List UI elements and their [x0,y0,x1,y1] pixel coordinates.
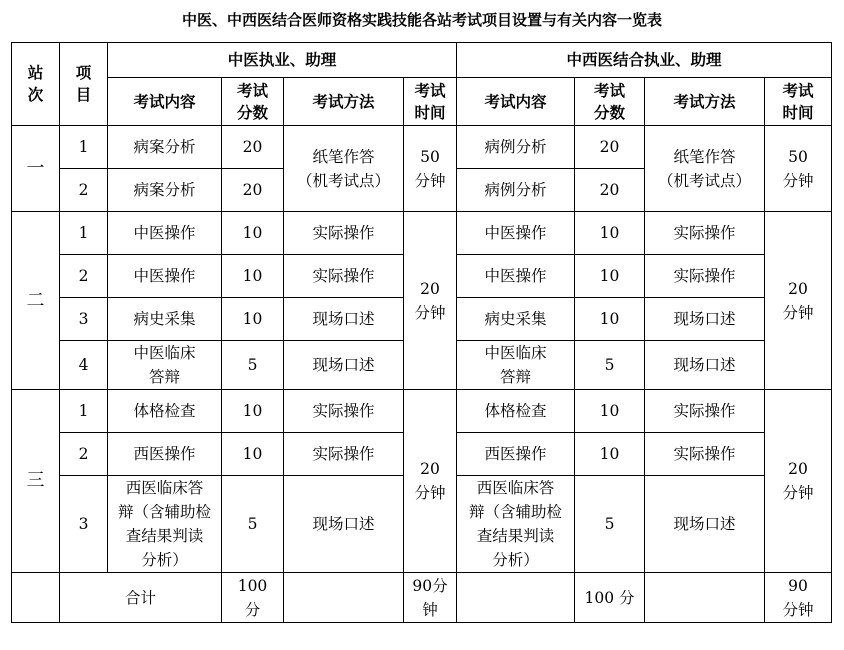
time-cell: 50 分钟 [404,126,457,212]
content-cell: 病例分析 [457,169,575,212]
content-cell: 中医操作 [457,212,575,255]
content-cell: 西医临床答 辩（含辅助检 查结果判读 分析） [457,476,575,573]
score-cell: 10 [575,212,645,255]
content-cell: 中医操作 [457,255,575,298]
exam-table [11,42,832,623]
method-cell: 现场口述 [645,298,765,341]
item-no: 2 [60,169,108,212]
page-title: 中医、中西医结合医师资格实践技能各站考试项目设置与有关内容一览表 [181,11,662,29]
header-item: 项 目 [60,43,108,126]
content-cell: 病史采集 [457,298,575,341]
station-label: 三 [12,390,60,573]
score-cell: 5 [222,476,284,573]
total-method-empty-1 [284,573,404,623]
method-cell: 现场口述 [645,341,765,390]
content-cell: 体格检查 [457,390,575,433]
item-no: 2 [60,255,108,298]
time-cell: 50 分钟 [765,126,832,212]
method-cell: 纸笔作答 （机考试点） [645,126,765,212]
total-method-empty-2 [645,573,765,623]
method-cell: 现场口述 [645,476,765,573]
method-cell: 纸笔作答 （机考试点） [284,126,404,212]
method-cell: 现场口述 [284,298,404,341]
method-cell: 实际操作 [284,255,404,298]
total-time-2: 90 分钟 [765,573,832,623]
content-cell: 中医操作 [108,212,222,255]
score-cell: 20 [575,169,645,212]
content-cell: 西医操作 [457,433,575,476]
header-time-2: 考试 时间 [765,78,832,126]
content-cell: 中医操作 [108,255,222,298]
item-no: 1 [60,212,108,255]
item-no: 3 [60,476,108,573]
content-cell: 病例分析 [457,126,575,169]
time-cell: 20 分钟 [765,390,832,573]
method-cell: 实际操作 [645,255,765,298]
score-cell: 5 [222,341,284,390]
header-content-2: 考试内容 [457,78,575,126]
table-row [12,390,832,433]
score-cell: 5 [575,476,645,573]
content-cell: 病案分析 [108,169,222,212]
item-no: 3 [60,298,108,341]
time-cell: 20 分钟 [404,390,457,573]
total-content-empty-2 [457,573,575,623]
header-method-2: 考试方法 [645,78,765,126]
item-no: 4 [60,341,108,390]
score-cell: 10 [222,298,284,341]
time-cell: 20 分钟 [404,212,457,390]
content-cell: 中医临床 答辩 [108,341,222,390]
content-cell: 西医操作 [108,433,222,476]
total-label: 合计 [60,573,222,623]
total-score-1: 100 分 [222,573,284,623]
score-cell: 5 [575,341,645,390]
table-row [12,126,832,169]
content-cell: 病史采集 [108,298,222,341]
item-no: 1 [60,390,108,433]
method-cell: 实际操作 [645,212,765,255]
total-score-2: 100 分 [575,573,645,623]
content-cell: 西医临床答 辩（含辅助检 查结果判读 分析） [108,476,222,573]
method-cell: 实际操作 [645,390,765,433]
content-cell: 病案分析 [108,126,222,169]
score-cell: 10 [575,390,645,433]
header-content-1: 考试内容 [108,78,222,126]
total-row [12,573,832,623]
station-label: 二 [12,212,60,390]
score-cell: 10 [575,255,645,298]
score-cell: 10 [575,298,645,341]
total-station-empty [12,573,60,623]
table-row [12,212,832,255]
score-cell: 10 [222,433,284,476]
score-cell: 20 [575,126,645,169]
header-score-1: 考试 分数 [222,78,284,126]
item-no: 1 [60,126,108,169]
method-cell: 现场口述 [284,341,404,390]
total-time-1: 90分 钟 [404,573,457,623]
content-cell: 中医临床 答辩 [457,341,575,390]
header-time-1: 考试 时间 [404,78,457,126]
header-group-integrated: 中西医结合执业、助理 [457,43,832,78]
time-cell: 20 分钟 [765,212,832,390]
method-cell: 实际操作 [284,390,404,433]
method-cell: 现场口述 [284,476,404,573]
header-row-2 [12,78,832,126]
header-score-2: 考试 分数 [575,78,645,126]
header-group-tcm: 中医执业、助理 [108,43,457,78]
score-cell: 10 [222,212,284,255]
method-cell: 实际操作 [284,433,404,476]
score-cell: 10 [222,390,284,433]
score-cell: 10 [222,255,284,298]
item-no: 2 [60,433,108,476]
method-cell: 实际操作 [645,433,765,476]
header-row-1 [12,43,832,78]
method-cell: 实际操作 [284,212,404,255]
header-method-1: 考试方法 [284,78,404,126]
score-cell: 10 [575,433,645,476]
score-cell: 20 [222,169,284,212]
header-station: 站 次 [12,43,60,126]
content-cell: 体格检查 [108,390,222,433]
station-label: 一 [12,126,60,212]
score-cell: 20 [222,126,284,169]
